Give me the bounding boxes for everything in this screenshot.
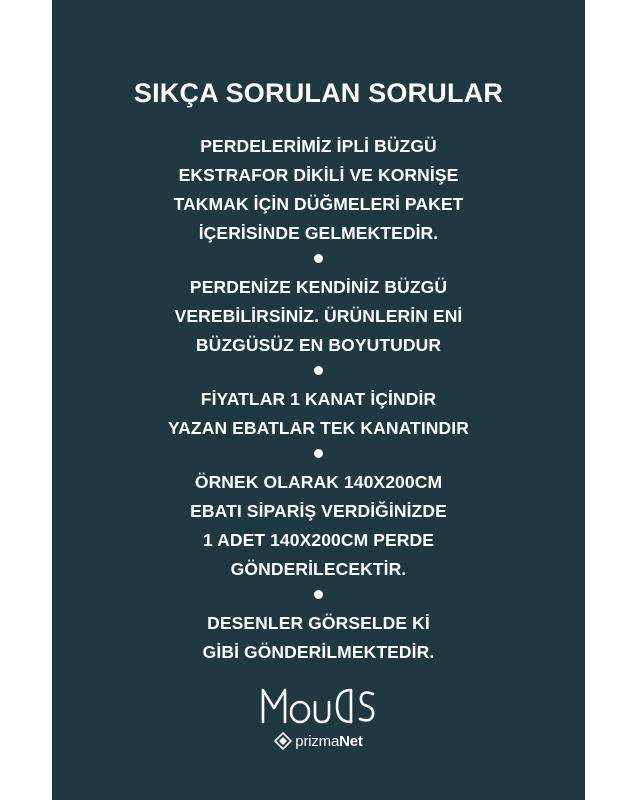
faq-panel [52, 0, 585, 800]
faq-item-4 [52, 468, 585, 584]
faq-line: PERDELERİMİZ İPLİ BÜZGÜ [200, 136, 437, 156]
faq-line: TAKMAK İÇİN DÜĞMELERİ PAKET [173, 194, 464, 214]
faq-line: DESENLER GÖRSELDE Kİ [207, 613, 430, 633]
faq-line: EBATI SİPARİŞ VERDİĞİNİZDE [190, 501, 447, 521]
faq-line: İÇERİSİNDE GELMEKTEDİR. [198, 223, 439, 243]
prizmanet-label-light: prizma [295, 732, 340, 750]
mouds-logo [52, 682, 585, 762]
faq-item-2 [52, 273, 585, 360]
faq-item-1 [52, 132, 585, 248]
bullet-dot-icon [314, 254, 323, 263]
faq-line: EKSTRAFOR DİKİLİ VE KORNİŞE [178, 165, 459, 185]
faq-line: GİBİ GÖNDERİLMEKTEDİR. [202, 642, 435, 662]
faq-item-3 [52, 385, 585, 443]
faq-line: VEREBİLİRSİNİZ. ÜRÜNLERİN ENİ [174, 306, 463, 326]
faq-line: ÖRNEK OLARAK 140X200CM [194, 472, 443, 492]
page-title: SIKÇA SORULAN SORULAR [133, 78, 504, 108]
faq-line: FİYATLAR 1 KANAT İÇİNDİR [200, 389, 437, 409]
bullet-dot-icon [314, 366, 323, 375]
faq-list [52, 132, 585, 667]
faq-line: PERDENİZE KENDİNİZ BÜZGÜ [189, 277, 448, 297]
bullet-dot-icon [314, 590, 323, 599]
faq-line: GÖNDERİLECEKTİR. [230, 559, 407, 579]
bullet-dot-icon [314, 449, 323, 458]
prizmanet-label-bold: Net [339, 732, 363, 750]
mouds-wordmark-icon [259, 682, 379, 728]
prizmanet-brand [52, 732, 585, 750]
faq-line: BÜZGÜSÜZ EN BOYUTUDUR [195, 335, 442, 355]
faq-line: 1 ADET 140X200CM PERDE [202, 530, 435, 550]
prizmanet-logo-icon [274, 732, 292, 750]
faq-line: YAZAN EBATLAR TEK KANATINDIR [168, 418, 469, 438]
prizmanet-label [295, 733, 362, 750]
faq-item-5 [52, 609, 585, 667]
